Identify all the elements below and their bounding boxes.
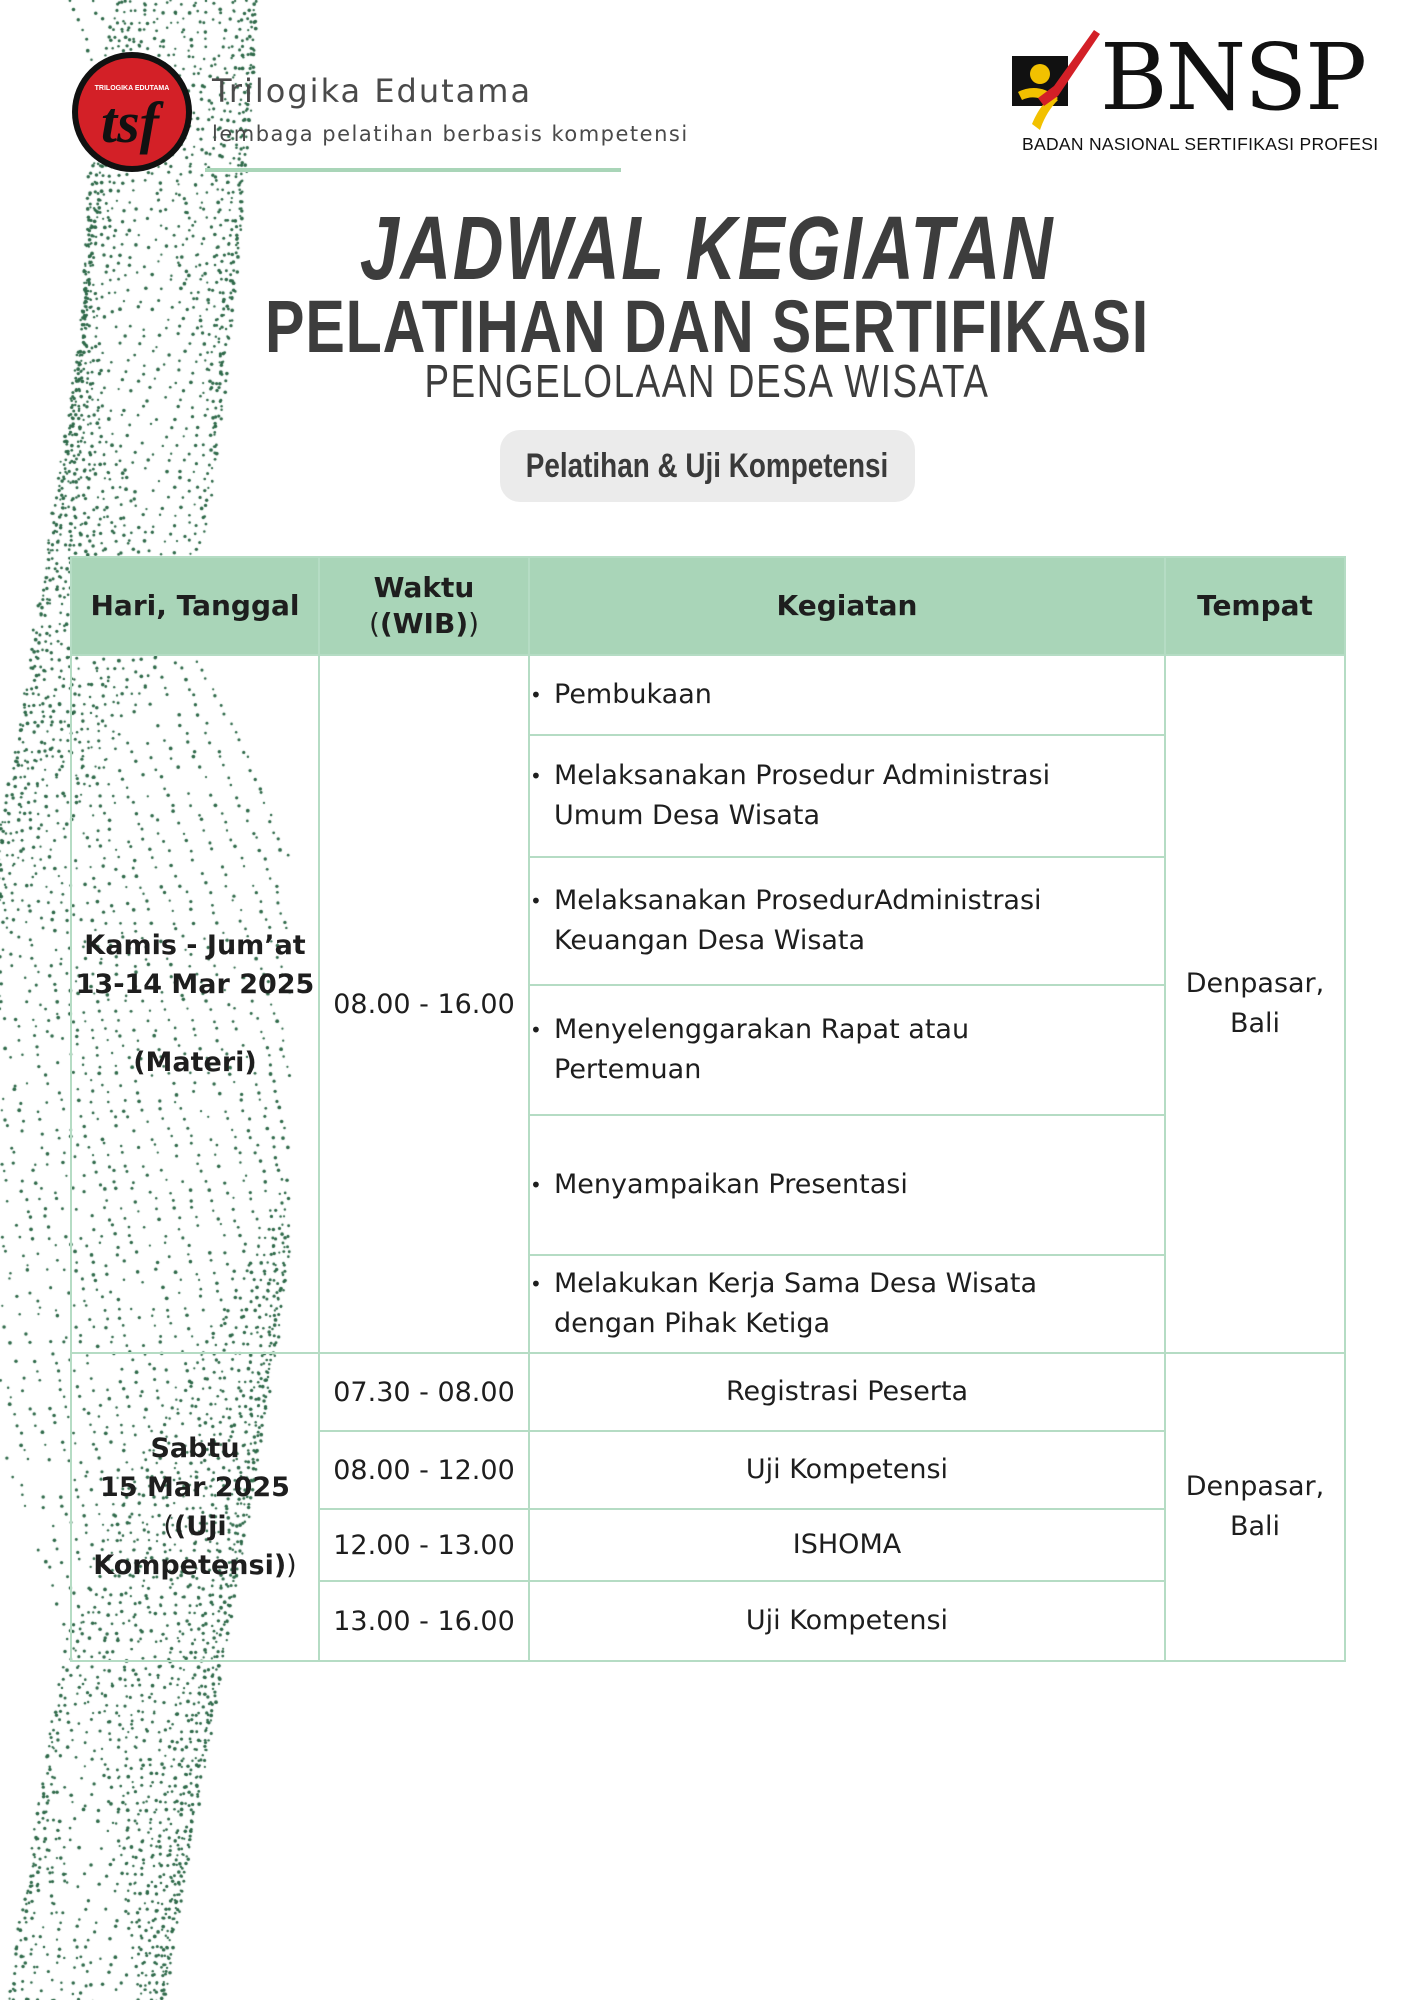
section2-place-region: Bali xyxy=(1229,1511,1281,1542)
section1-type: (Materi) xyxy=(133,1046,257,1078)
activity-text: Menyelenggarakan Rapat atau Pertemuan xyxy=(554,1014,970,1085)
activity-cell: Registrasi Peserta xyxy=(529,1353,1165,1431)
section1-place-cell xyxy=(1165,655,1345,1353)
bnsp-emblem-icon xyxy=(1010,26,1100,138)
activity-cell: ISHOMA xyxy=(529,1509,1165,1581)
activity-cell: • Melakukan Kerja Sama Desa Wisata dengan Pihak Ketiga xyxy=(529,1255,1165,1353)
table-row xyxy=(71,655,1345,735)
header-divider xyxy=(205,168,621,172)
header-time-unit: ((WIB)) xyxy=(368,607,480,640)
activity-text: Melakukan Kerja Sama Desa Wisata dengan Pihak Ketiga xyxy=(554,1268,1038,1339)
header-place: Tempat xyxy=(1165,557,1345,655)
section2-type: ((Uji Kompetensi)) xyxy=(93,1511,297,1582)
activity-cell: Uji Kompetensi xyxy=(529,1431,1165,1509)
activity-cell: • Pembukaan xyxy=(529,655,1165,735)
header-activity: Kegiatan xyxy=(529,557,1165,655)
section2-date: 15 Mar 2025 xyxy=(100,1471,290,1503)
time-cell: 12.00 - 13.00 xyxy=(319,1509,529,1581)
logo-initials: tsf xyxy=(101,90,159,155)
time-cell: 13.00 - 16.00 xyxy=(319,1581,529,1661)
logo-ring-text: TRILOGIKA EDUTAMA xyxy=(94,85,170,92)
program-name: PENGELOLAAN DESA WISATA xyxy=(424,355,990,407)
activity-cell: • Menyelenggarakan Rapat atau Pertemuan xyxy=(529,985,1165,1115)
section1-place-city: Denpasar, xyxy=(1185,967,1325,999)
schedule-table xyxy=(70,556,1346,1662)
section1-date: 13-14 Mar 2025 xyxy=(75,969,315,1001)
activity-text: Melaksanakan ProsedurAdministrasi Keuangan Desa Wisata xyxy=(554,885,1042,956)
section1-time-cell: 08.00 - 16.00 xyxy=(319,655,529,1353)
org-tagline: lembaga pelatihan berbasis kompetensi xyxy=(212,122,689,146)
activity-text: Menyampaikan Presentasi xyxy=(554,1169,908,1200)
header-time xyxy=(319,557,529,655)
activity-cell: • Menyampaikan Presentasi xyxy=(529,1115,1165,1255)
org-name: Trilogika Edutama xyxy=(212,72,533,110)
section1-day-name: Kamis - Jum’at xyxy=(84,930,306,962)
activity-cell: Uji Kompetensi xyxy=(529,1581,1165,1661)
page-subtitle: PELATIHAN DAN SERTIFIKASI xyxy=(265,285,1149,368)
table-header-row xyxy=(71,557,1345,655)
activity-cell: • Melaksanakan Prosedur Administrasi Umum Desa Wisata xyxy=(529,735,1165,857)
section2-day-name: Sabtu xyxy=(150,1432,240,1464)
section2-place-cell xyxy=(1165,1353,1345,1661)
bnsp-full-name: BADAN NASIONAL SERTIFIKASI PROFESI xyxy=(1022,134,1379,154)
time-cell: 08.00 - 12.00 xyxy=(319,1431,529,1509)
activity-text: Pembukaan xyxy=(554,679,712,710)
header-time-label: Waktu xyxy=(373,570,475,604)
time-cell: 07.30 - 08.00 xyxy=(319,1353,529,1431)
trilogika-logo xyxy=(70,50,194,174)
bnsp-wordmark: BNSP xyxy=(1100,24,1366,131)
page-title: JADWAL KEGIATAN xyxy=(359,199,1055,299)
section2-place-city: Denpasar, xyxy=(1185,1470,1325,1502)
header-day: Hari, Tanggal xyxy=(71,557,319,655)
activity-cell: • Melaksanakan ProsedurAdministrasi Keuangan Desa Wisata xyxy=(529,857,1165,985)
section1-day-cell xyxy=(71,655,319,1353)
activity-text: Melaksanakan Prosedur Administrasi Umum Desa Wisata xyxy=(554,760,1051,831)
program-badge xyxy=(500,430,915,502)
section1-place-region: Bali xyxy=(1229,1008,1281,1039)
section2-day-cell xyxy=(71,1353,319,1661)
table-row xyxy=(71,1353,1345,1431)
program-badge-label: Pelatihan & Uji Kompetensi xyxy=(526,446,889,485)
